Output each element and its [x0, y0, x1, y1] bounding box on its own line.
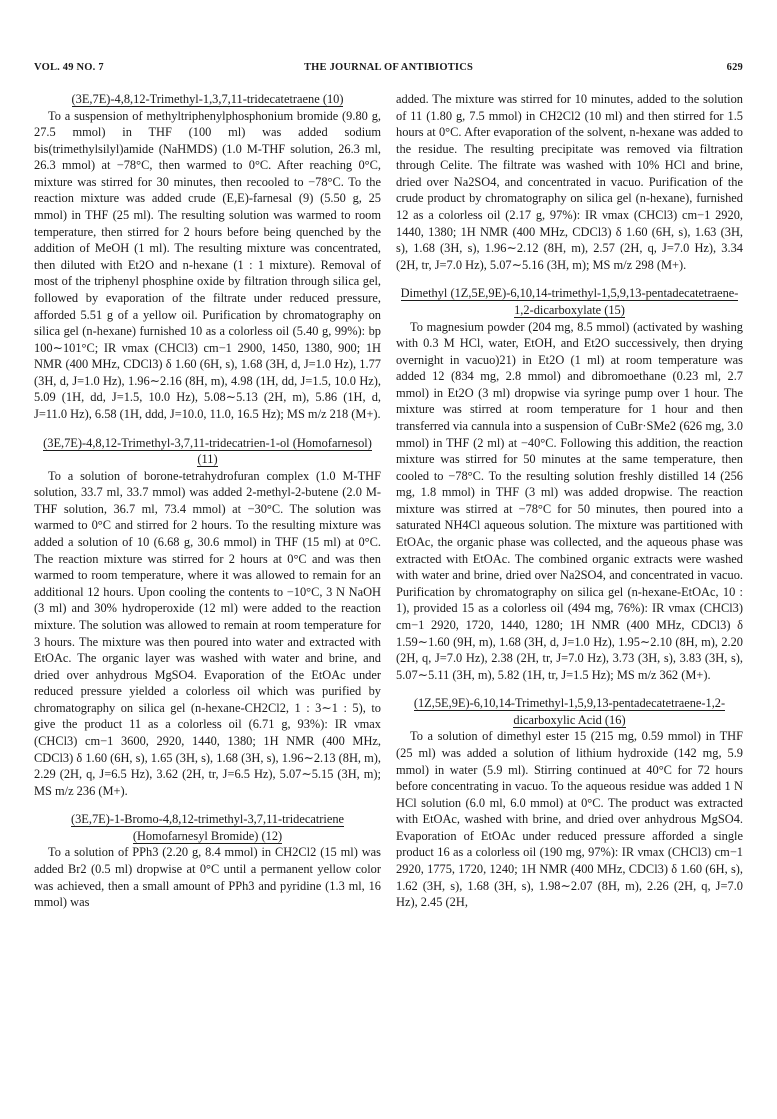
section-heading-15: Dimethyl (1Z,5E,9E)-6,10,14-trimethyl-1,5,9,13-pentadecatetraene-1,2-dicarboxylate (15): [400, 286, 739, 317]
page-number: 629: [726, 62, 743, 73]
section-heading-10: (3E,7E)-4,8,12-Trimethyl-1,3,7,11-tridecatetraene (10): [71, 92, 344, 106]
paragraph-12-continued: added. The mixture was stirred for 10 minutes, added to the solution of 11 (1.80 g, 7.5 mmol) in CH2Cl2 (10 ml) and then stirred for 1.5 hours at 0°C. After evaporation of the solvent, n-hexane was added to the residue. The resulting precipitate was removed via filtration through Celite. The filtrate was washed with 10% HCl and brine, dried over Na2SO4, and concentrated in vacuo. Purification of the crude product by chromatography on silica gel (n-hexane), furnished 12 as a colorless oil (2.17 g, 97%): IR νmax (CHCl3) cm−1 2920, 1440, 1380; 1H NMR (400 MHz, CDCl3) δ 1.60 (6H, s), 1.63 (3H, s), 1.68 (3H, s), 1.96∼2.12 (8H, m), 2.57 (2H, q, J=7.0 Hz), 3.34 (2H, tr, J=7.0 Hz), 5.07∼5.16 (3H, m); MS m/z 298 (M+).: [396, 92, 743, 272]
heading-block-16: [396, 695, 743, 728]
section-heading-16: (1Z,5E,9E)-6,10,14-Trimethyl-1,5,9,13-pentadecatetraene-1,2-dicarboxylic Acid (16): [413, 696, 726, 727]
right-column: [396, 91, 743, 911]
paragraph-15: To magnesium powder (204 mg, 8.5 mmol) (activated by washing with 0.3 M HCl, water, EtOH, and Et2O successively, then drying overnight in vacuo)21) in Et2O (1 ml) at room temperature was added 12 (834 mg, 2.8 mmol) and dibromoethane (0.23 ml, 2.7 mmol) in Et2O (3 ml) dropwise via syringe pump over 1 hour. The mixture was stirred at room temperature for 1 hour and then transferred via cannula into a suspension of CuBr·SMe2 (626 mg, 3.0 mmol) in THF (2 ml) at −40°C. Following this addition, the reaction mixture was stirred for 50 minutes at the same temperature, then cooled to −78°C. To the resulting solution freshly distilled 14 (256 mg, 1.8 mmol) in THF (3 ml) was added dropwise. The reaction mixture was stirred at −78°C for 50 minutes, then poured into a saturated NH4Cl aqueous solution. The mixture was partitioned with EtOAc, the organic phase was collected, and the aqueous phase was extracted with EtOAc. The combined organic extracts were washed with water and brine, dried over Na2SO4, and concentrated in vacuo. Purification by chromatography on silica gel (n-hexane-EtOAc, 10 : 1), provided 15 as a colorless oil (494 mg, 76%): IR νmax (CHCl3) cm−1 2920, 1720, 1440, 1280; 1H NMR (400 MHz, CDCl3) δ 1.59∼1.60 (9H, m), 1.68 (3H, d, J=1.0 Hz), 1.95∼2.10 (8H, m), 2.20 (2H, q, J=7.0 Hz), 2.38 (2H, tr, J=7.0 Hz), 3.73 (3H, s), 3.83 (3H, s), 5.07∼5.11 (3H, m), 5.82 (1H, tr, J=1.5 Hz); MS m/z 362 (M+).: [396, 319, 743, 682]
paragraph-11: To a solution of borone-tetrahydrofuran complex (1.0 M-THF solution, 33.7 ml, 33.7 mmol) was added 2-methyl-2-butene (2.0 M-THF solution, 36.7 ml, 73.4 mmol) at −30°C. The solution was warmed to 0°C and stirred for 2 hours. To the resulting mixture was added a solution of 10 (6.68 g, 30.6 mmol) in THF (15 ml) at 0°C. The reaction mixture was stirred for 2 hours at 0°C and was then warmed to room temperature, where it was allowed to remain for an additional 12 hours. Upon cooling the contents to −10°C, 3 N NaOH (3 ml) and 30% hydroperoxide (12 ml) were added to the reaction mixture. The solution was allowed to remain at room temperature for 3 hours. The mixture was then poured into water and extracted with EtOAc. The organic layer was washed with water and brine, and dried over anhydrous MgSO4. Evaporation of the EtOAc under reduced pressure yielded a colorless oil which was purified by chromatography on silica gel (n-hexane-CH2Cl2, 1 : 3∼1 : 5), to give the product 11 as a colorless oil (6.71 g, 93%): IR νmax (CHCl3) cm−1 3600, 2920, 1440, 1380; 1H NMR (400 MHz, CDCl3) δ 1.60 (6H, s), 1.65 (3H, s), 1.68 (3H, s), 1.96∼2.13 (8H, m), 2.29 (2H, q, J=6.5 Hz), 3.62 (2H, tr, J=6.5 Hz), 5.07∼5.15 (3H, m); MS m/z 236 (M+).: [34, 468, 381, 798]
section-heading-12: (3E,7E)-1-Bromo-4,8,12-trimethyl-3,7,11-tridecatriene (Homofarnesyl Bromide) (12): [70, 812, 345, 843]
journal-title: THE JOURNAL OF ANTIBIOTICS: [303, 62, 474, 73]
heading-block-11: [34, 435, 381, 468]
running-header: [34, 62, 743, 76]
paragraph-10: To a suspension of methyltriphenylphosphonium bromide (9.80 g, 27.5 mmol) in THF (100 ml) was added sodium bis(trimethylsilyl)amide (NaHMDS) (1.0 M-THF solution, 26.3 ml, 26.3 mmol) at −78°C, then warmed to 0°C. After reaching 0°C, mixture was stirred for 30 minutes, then recooled to −78°C. To the reaction mixture was added crude (E,E)-farnesal (9) (5.50 g, 25 mmol) in THF (25 ml). The resulting solution was warmed to room temperature, then stirred for 2 hours before being quenched by the addition of MeOH (1 ml). The resulting mixture was concentrated, then diluted with Et2O and n-hexane (1 : 1 mixture). Removal of most of the triphenyl phosphine oxide by filtration through silica gel, followed by evaporation of the filtrate under reduced pressure, afforded 5.51 g of a yellow oil. Purification by chromatography on silica gel (n-hexane) furnished 10 as a colorless oil (5.40 g, 99%): bp 100∼101°C; IR νmax (CHCl3) cm−1 2900, 1450, 1380, 900; 1H NMR (400 MHz, CDCl3) δ 1.60 (6H, s), 1.68 (3H, d, J=1.0 Hz), 1.77 (3H, d, J=1.0 Hz), 1.96∼2.16 (8H, m), 4.98 (1H, dd, J=1.5, 10.0 Hz), 5.09 (1H, dd, J=1.5, 10.0 Hz), 5.08∼5.13 (2H, m), 5.86 (1H, d, J=11.0 Hz), 6.58 (1H, ddd, J=10.0, 11.0, 16.5 Hz); MS m/z 218 (M+).: [34, 108, 381, 421]
volume-label: VOL. 49 NO. 7: [34, 62, 104, 73]
left-column: [34, 91, 381, 911]
heading-block-15: [396, 285, 743, 318]
heading-block-10: [34, 91, 381, 108]
paragraph-12: To a solution of PPh3 (2.20 g, 8.4 mmol) in CH2Cl2 (15 ml) was added Br2 (0.5 ml) dropwise at 0°C until a permanent yellow color was achieved, then a small amount of PPh3 and pyridine (1.3 ml, 16 mmol) was: [34, 845, 381, 910]
heading-block-12: [34, 811, 381, 844]
section-heading-11: (3E,7E)-4,8,12-Trimethyl-3,7,11-tridecatrien-1-ol (Homofarnesol) (11): [43, 435, 372, 467]
paragraph-16: To a solution of dimethyl ester 15 (215 mg, 0.59 mmol) in THF (25 ml) was added a solution of lithium hydroxide (142 mg, 5.9 mmol) in water (5.9 ml). Stirring continued at 40°C for 72 hours before concentrating in vacuo. To the aqueous residue was added 1 N HCl solution (6.0 ml, 6.0 mmol) at 0°C. The product was extracted with EtOAc, washed with brine, and dried over anhydrous MgSO4. Evaporation of EtOAc under reduced pressure afforded a single product 16 as a colorless oil (190 mg, 97%): IR νmax (CHCl3) cm−1 2920, 1775, 1720, 1240; 1H NMR (400 MHz, CDCl3) δ 1.60 (6H, s), 1.62 (3H, s), 1.68 (3H, s), 1.98∼2.07 (8H, m), 2.26 (2H, q, J=7.0 Hz), 2.45 (2H,: [396, 729, 743, 910]
